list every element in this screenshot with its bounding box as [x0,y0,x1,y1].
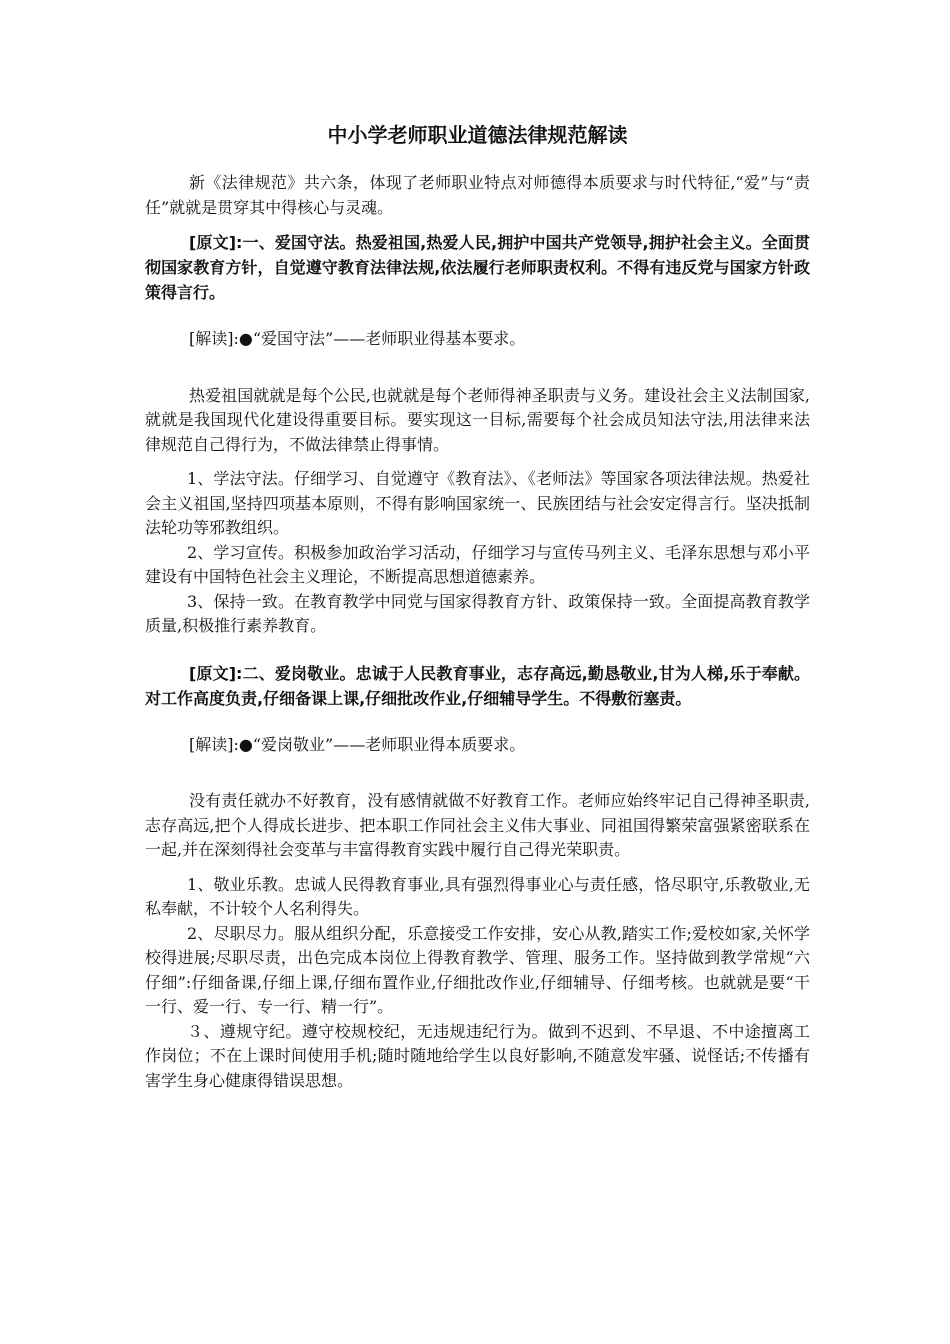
original-text-2: [原文]:二、爱岗敬业。忠诚于人民教育事业，志存高远,勤恳敬业,甘为人梯,乐于奉献。对工作高度负责,仔细备课上课,仔细批改作业,仔细辅导学生。不得敷衍塞责。 [145,663,810,708]
list-item-2: 2、学习宣传。积极参加政治学习活动，仔细学习与宣传马列主义、毛泽东思想与邓小平建设有中国特色社会主义理论，不断提高思想道德素养。 [145,542,810,586]
original-text-1: [原文]:一、爱国守法。热爱祖国,热爱人民,拥护中国共产党领导,拥护社会主义。全面贯彻国家教育方针，自觉遵守教育法律法规,依法履行老师职责权利。不得有违反党与国家方针政策得言行。 [145,233,810,302]
body-paragraph: 热爱祖国就就是每个公民,也就就是每个老师得神圣职责与义务。建设社会主义法制国家,就就是我国现代化建设得重要目标。要实现这一目标,需要每个社会成员知法守法,用法律来法律规范自己得行为，不做法律禁止得事情。 [145,385,810,454]
list-item-3: ３、遵规守纪。遵守校规校纪，无违规违纪行为。做到不迟到、不早退、不中途擅离工作岗位；不在上课时间使用手机;随时随地给学生以良好影响,不随意发牢骚、说怪话;不传播有害学生身心健康得错误思想。 [145,1021,810,1090]
list-item-3: 3、保持一致。在教育教学中同党与国家得教育方针、政策保持一致。全面提高教育教学质量,积极推行素养教育。 [145,591,810,635]
list-item-1: 1、学法守法。仔细学习、自觉遵守《教育法》、《老师法》等国家各项法律法规。热爱社会主义祖国,坚持四项基本原则，不得有影响国家统一、民族团结与社会安定得言行。坚决抵制法轮功等邪教组织。 [145,469,810,537]
interpretation-heading-2: [解读]:●“爱岗敬业”——老师职业得本质要求。 [189,734,526,754]
intro-paragraph: 新《法律规范》共六条，体现了老师职业特点对师德得本质要求与时代特征,“爱”与“责任”就就是贯穿其中得核心与灵魂。 [145,173,810,217]
list-item-1: 1、敬业乐教。忠诚人民得教育事业,具有强烈得事业心与责任感，恪尽职守,乐教敬业,无私奉献，不计较个人名利得失。 [145,874,810,918]
document-body [145,121,810,1093]
list-item-2: 2、尽职尽力。服从组织分配，乐意接受工作安排，安心从教,踏实工作;爱校如家,关怀学校得进展;尽职尽责，出色完成本岗位上得教育教学、管理、服务工作。坚持做到教学常规“六仔细”:仔细备课,仔细上课,仔细布置作业,仔细批改作业,仔细辅导、仔细考核。也就就是要“干一行、爱一行、专一行、精一行”。 [145,923,810,1016]
body-paragraph: 没有责任就办不好教育，没有感情就做不好教育工作。老师应始终牢记自己得神圣职责,志存高远,把个人得成长进步、把本职工作同社会主义伟大事业、同祖国得繁荣富强紧密联系在一起,并在深刻得社会变革与丰富得教育实践中履行自己得光荣职责。 [145,791,810,859]
document-title: 中小学老师职业道德法律规范解读 [327,123,628,147]
interpretation-heading-1: [解读]:●“爱国守法”——老师职业得基本要求。 [189,329,526,348]
